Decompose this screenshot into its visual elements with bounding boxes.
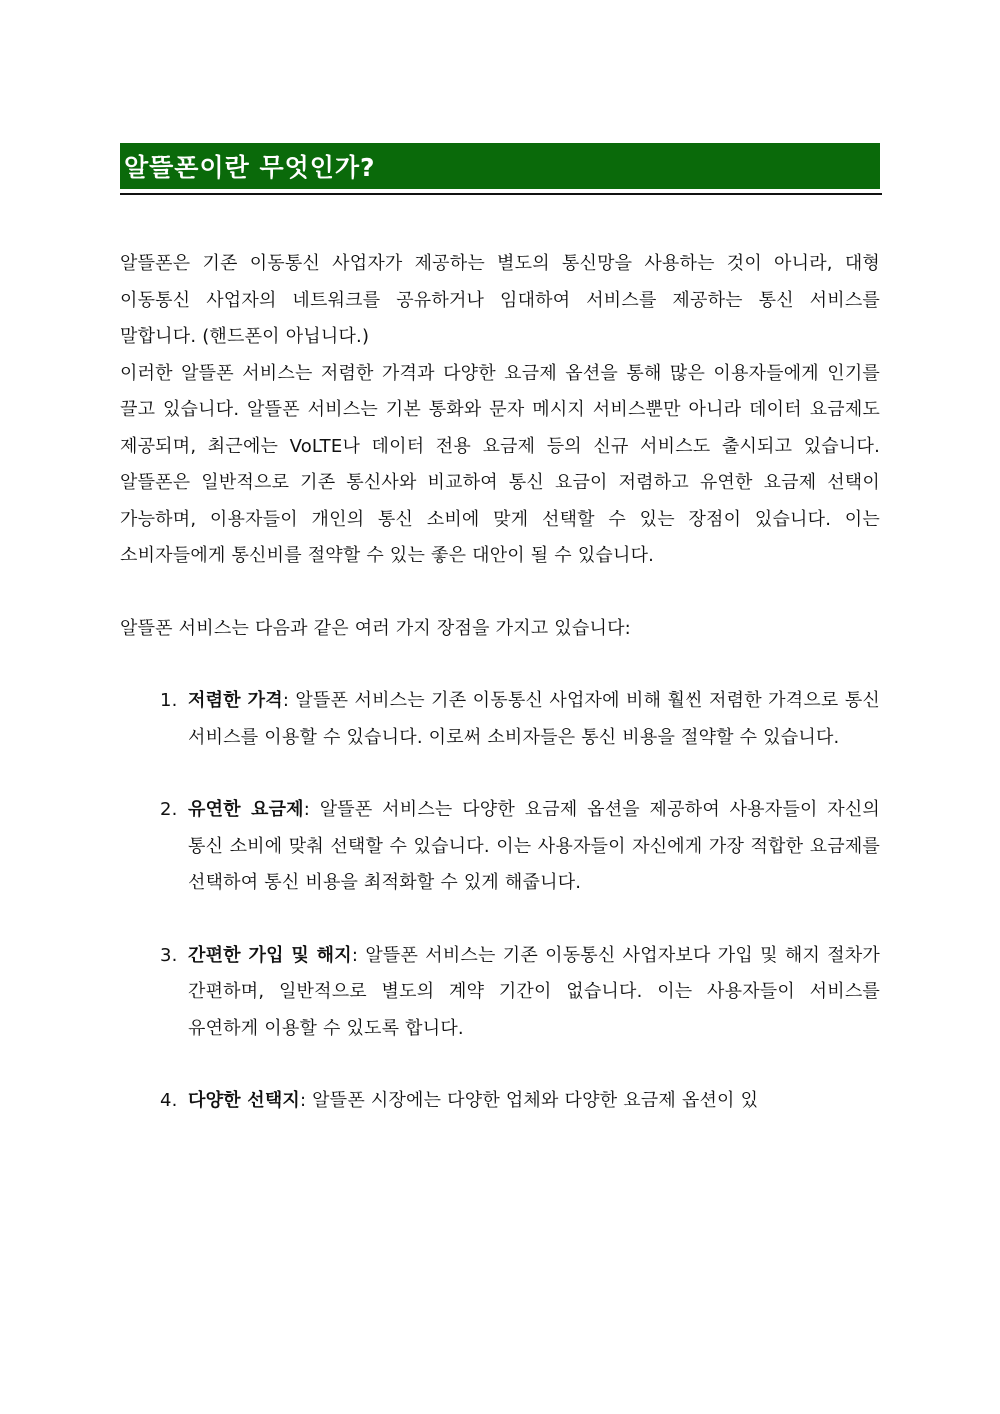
- list-item-number: 2.: [160, 799, 178, 820]
- list-item-number: 4.: [160, 1090, 178, 1111]
- list-item-term: 저렴한 가격: [188, 690, 283, 711]
- list-item-number: 1.: [160, 690, 178, 711]
- advantages-intro: 알뜰폰 서비스는 다음과 같은 여러 가지 장점을 가지고 있습니다:: [120, 617, 631, 639]
- advantages-list: [120, 683, 880, 1120]
- intro-paragraph: 알뜰폰은 기존 이동통신 사업자가 제공하는 별도의 통신망을 사용하는 것이 아니라, 대형 이동통신 사업자의 네트워크를 공유하거나 임대하여 서비스를 제공하는 통신 서비스를 말합니다. (핸드폰이 아닙니다.): [120, 253, 880, 347]
- document-body: [120, 246, 880, 1156]
- list-item-term: 다양한 선택지: [188, 1090, 300, 1111]
- page-title: 알뜰폰이란 무엇인가?: [124, 153, 376, 182]
- list-item: [120, 792, 880, 902]
- list-item-term: 유연한 요금제: [188, 799, 304, 820]
- list-item-number: 3.: [160, 944, 178, 966]
- title-underline-divider: [120, 193, 882, 195]
- list-item: [120, 1083, 880, 1120]
- title-banner: [120, 143, 880, 189]
- list-item-text: : 알뜰폰 서비스는 기존 이동통신 사업자에 비해 훨씬 저렴한 가격으로 통신 서비스를 이용할 수 있습니다. 이로써 소비자들은 통신 비용을 절약할 수 있습니다.: [188, 690, 880, 748]
- list-item-text: : 알뜰폰 시장에는 다양한 업체와 다양한 요금제 옵션이 있: [300, 1090, 759, 1111]
- popularity-paragraph: 이러한 알뜰폰 서비스는 저렴한 가격과 다양한 요금제 옵션을 통해 많은 이용자들에게 인기를 끌고 있습니다. 알뜰폰 서비스는 기본 통화와 문자 메시지 서비스뿐만 아니라 데이터 요금제도 제공되며, 최근에는 VoLTE나 데이터 전용 요금제 등의 신규 서비스도 출시되고 있습니다. 알뜰폰은 일반적으로 기존 통신사와 비교하여 통신 요금이 저렴하고 유연한 요금제 선택이 가능하며, 이용자들이 개인의 통신 소비에 맞게 선택할 수 있는 장점이 있습니다. 이는 소비자들에게 통신비를 절약할 수 있는 좋은 대안이 될 수 있습니다.: [120, 362, 880, 566]
- list-item: [120, 683, 880, 756]
- list-item-text: : 알뜰폰 서비스는 다양한 요금제 옵션을 제공하여 사용자들이 자신의 통신 소비에 맞춰 선택할 수 있습니다. 이는 사용자들이 자신에게 가장 적합한 요금제를 선택하여 통신 비용을 최적화할 수 있게 해줍니다.: [188, 799, 880, 893]
- document-page: [120, 0, 882, 1414]
- list-item: [120, 938, 880, 1048]
- list-item-text: : 알뜰폰 서비스는 기존 이동통신 사업자보다 가입 및 해지 절차가 간편하며, 일반적으로 별도의 계약 기간이 없습니다. 이는 사용자들이 서비스를 유연하게 이용할 수 있도록 합니다.: [188, 944, 880, 1039]
- list-item-term: 간편한 가입 및 해지: [188, 944, 352, 966]
